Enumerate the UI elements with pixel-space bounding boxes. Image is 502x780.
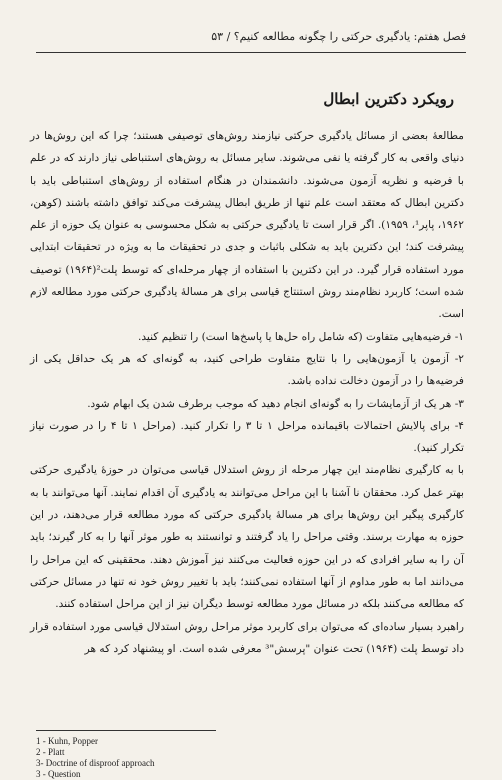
running-header: فصل هفتم: یادگیری حرکتی را چگونه مطالعه کنیم؟ / ۵۳	[211, 30, 466, 43]
paragraph-intro: مطالعهٔ بعضی از مسائل یادگیری حرکتی نیازمند روش‌های توصیفی هستند؛ چرا که این روش‌ها در دنیای واقعی به کار گرفته یا نفی می‌شوند. سایر مسائل به روش‌های استنباطی نیاز دارند که در علم با فرضیه و نظریه آزمون می‌شوند. دانشمندان در هنگام استفاده از روش‌های استنباطی باید با دکترین ابطال که معتقد است علم تنها از طریق ابطال پیشرفت می‌کند توافق داشته باشند (کوهن، ۱۹۶۲، پاپر¹، ۱۹۵۹). اگر قرار است تا یادگیری حرکتی به شکل محسوسی به عنوان یک حوزه از علم پیشرفت کند؛ این دکترین باید به شکلی باثبات و جدی در تحقیقات ما به ویژه در تحقیقات ابتدایی مورد استفاده قرار گیرد. در این دکترین با استفاده از چهار مرحله‌ای که توسط پلت²(۱۹۶۴) توصیف شده است؛ کاربرد نظام‌مند روش استنتاج قیاسی برای هر مسالهٔ یادگیری حرکتی مورد مطالعه لازم است.	[30, 130, 464, 321]
step-4: ۴- برای پالایش احتمالات باقیمانده مراحل ۱ تا ۳ را تکرار کنید. (مراحل ۱ تا ۴ را در صورت نیاز تکرار کنید).	[30, 419, 464, 455]
paragraph-strategy: راهبرد بسیار ساده‌ای که می‌توان برای کاربرد موثر مراحل روش استدلال قیاسی مورد استفاده قرار داد توسط پلت (۱۹۶۴) تحت عنوان "پرسش"³ معرفی شده است. او پیشنهاد کرد که هر	[30, 620, 464, 655]
footnote-3: 3- Doctrine of disproof approach	[36, 758, 155, 768]
body-text	[30, 125, 464, 660]
step-3: ۳- هر یک از آزمایشات را به گونه‌ای انجام دهید که موجب برطرف شدن یک ابهام شود.	[87, 397, 464, 410]
step-1: ۱- فرضیه‌هایی متفاوت (که شامل راه حل‌ها یا پاسخ‌ها است) را تنظیم کنید.	[137, 330, 464, 343]
paragraph-application: با به کارگیری نظام‌مند این چهار مرحله از روش استدلال قیاسی می‌توان در حوزهٔ یادگیری حرکتی بهتر عمل کرد. محققان نا آشنا با این مراحل می‌توانند به یادگیری آن اقدام نمایند. آنها می‌توانند با به کارگیری پیگیر این روش‌ها برای هر مسالهٔ یادگیری حرکتی که مورد مطالعه قرار می‌دهند، در این حوزه به مهارت برسند. وقتی مراحل را یاد گرفتند و توانستند به طور موثر آنها را به کار گیرند؛ باید آن را به سایر افرادی که در این حوزه فعالیت می‌کنند نیز آموزش دهند. محققینی که این مراحل را می‌دانند اما به طور مداوم از آنها استفاده نمی‌کنند؛ باید با تغییر روش خود نه تنها در مسائل حرکتی که مطالعه می‌کنند بلکه در مسائل مورد مطالعه توسط دیگران نیز از این مراحل استفاده کنند.	[30, 464, 464, 611]
header-rule	[36, 52, 466, 53]
footnote-2: 2 - Platt	[36, 747, 65, 757]
footnote-rule	[36, 730, 216, 731]
step-2: ۲- آزمون یا آزمون‌هایی را با نتایج متفاوت طراحی کنید، به گونه‌ای که هر یک حداقل یکی از فرضیه‌ها را در آزمون دخالت نداده باشد.	[30, 352, 464, 388]
footnote-1: 1 - Kuhn, Popper	[36, 736, 98, 746]
footnote-4: 3 - Question	[36, 769, 81, 779]
section-title: رویکرد دکترین ابطال	[323, 90, 454, 108]
footnotes	[36, 736, 154, 780]
